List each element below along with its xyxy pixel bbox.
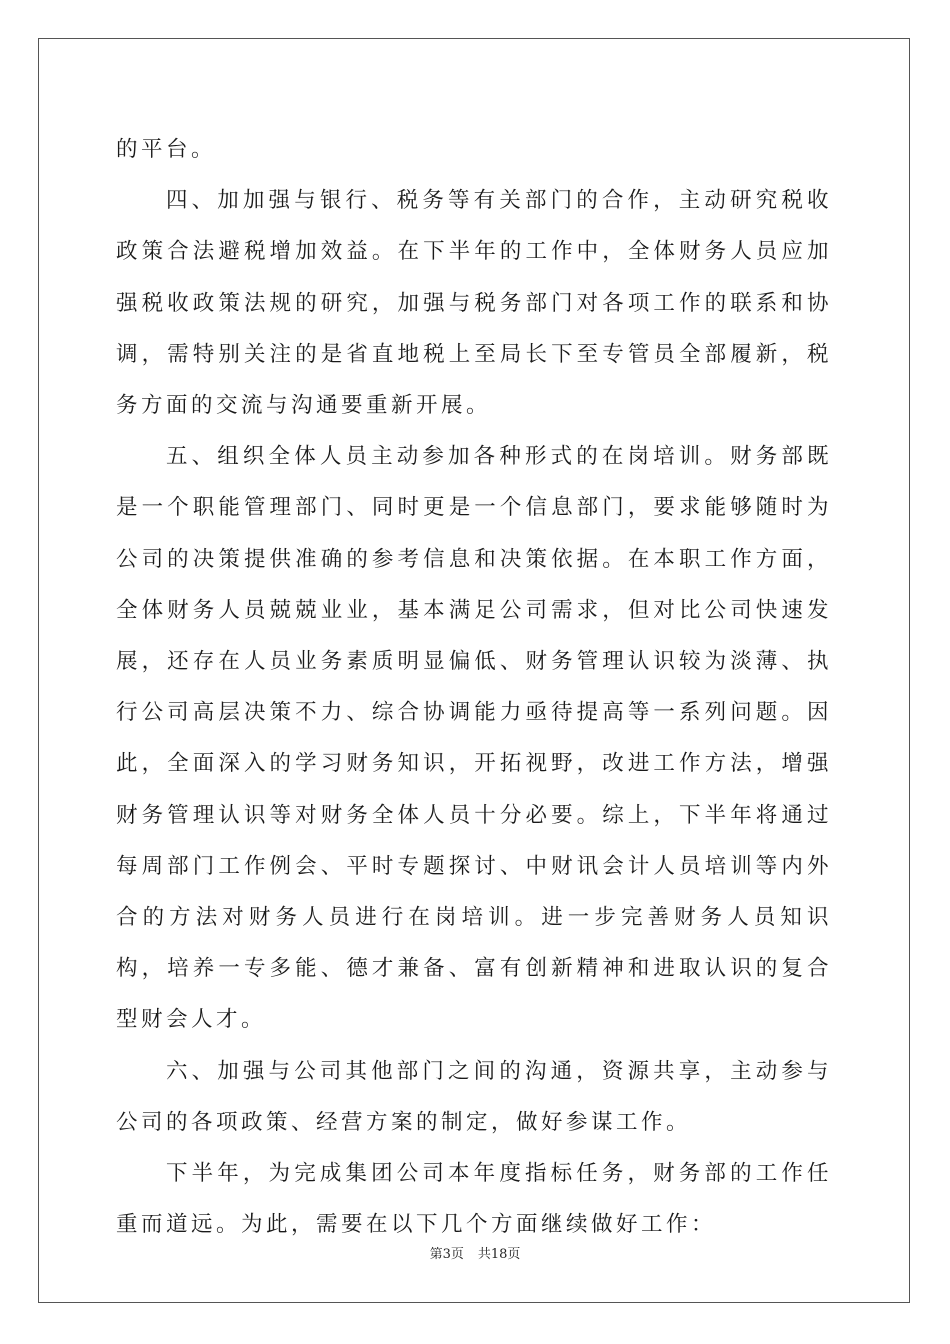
paragraph-item-5: 五、组织全体人员主动参加各种形式的在岗培训。财务部既是一个职能管理部门、同时更是一个信息部门，要求能够随时为公司的决策提供准确的参考信息和决策依据。在本职工作方面，全体财务人员兢兢业业，基本满足公司需求，但对比公司快速发展，还存在人员业务素质明显偏低、财务管理认识较为淡薄、执行公司高层决策不力、综合协调能力亟待提高等一系列问题。因此，全面深入的学习财务知识，开拓视野，改进工作方法，增强财务管理认识等对财务全体人员十分必要。综上，下半年将通过每周部门工作例会、平时专题探讨、中财讯会计人员培训等内外合的方法对财务人员进行在岗培训。进一步完善财务人员知识构，培养一专多能、德才兼备、富有创新精神和进取认识的复合型财会人才。 xyxy=(116,444,832,1033)
paragraph-summary: 下半年，为完成集团公司本年度指标任务，财务部的工作任重而道远。为此，需要在以下几个方面继续做好工作： xyxy=(116,1161,832,1238)
document-body xyxy=(116,124,832,1250)
paragraph-item-6: 六、加强与公司其他部门之间的沟通，资源共享，主动参与公司的各项政策、经营方案的制定，做好参谋工作。 xyxy=(116,1058,832,1135)
page-number: 第3页 xyxy=(429,1247,464,1262)
page-footer xyxy=(0,1246,950,1264)
page-total: 共18页 xyxy=(477,1247,521,1262)
paragraph-item-4: 四、加加强与银行、税务等有关部门的合作，主动研究税收政策合法避税增加效益。在下半年的工作中，全体财务人员应加强税收政策法规的研究，加强与税务部门对各项工作的联系和协调，需特别关注的是省直地税上至局长下至专管员全部履新，税务方面的交流与沟通要重新开展。 xyxy=(116,188,832,419)
paragraph-continuation: 的平台。 xyxy=(116,137,217,162)
